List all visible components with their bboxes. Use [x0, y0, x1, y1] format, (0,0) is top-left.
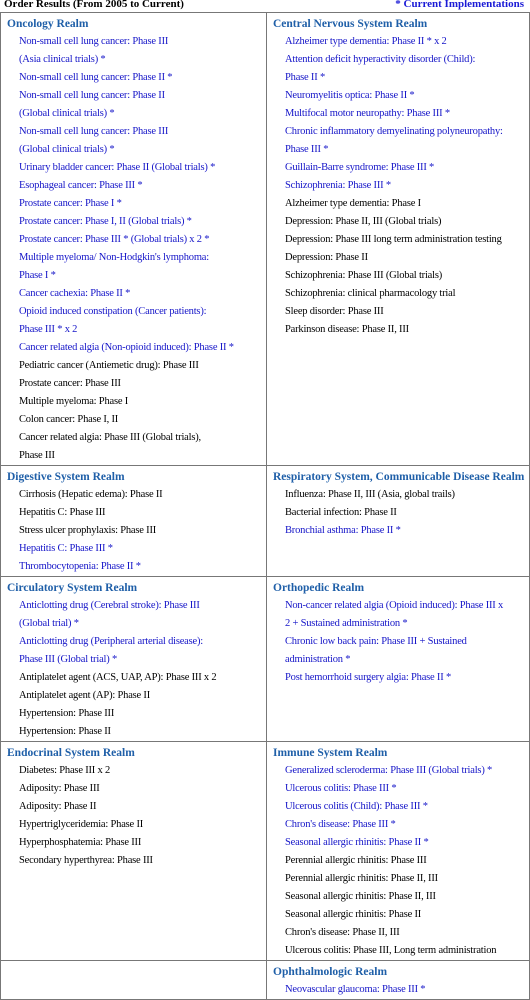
page-header [0, 0, 530, 12]
trial-entry: Multiple myeloma: Phase I [19, 396, 129, 407]
trial-entry: Ulcerous colitis (Child): Phase III * [285, 801, 428, 812]
trial-entry: Hepatitis C: Phase III [19, 507, 106, 518]
trial-entry: Antiplatelet agent (AP): Phase II [19, 690, 151, 701]
trial-entry: Ulcerous colitis: Phase III, Long term administration [285, 945, 497, 956]
realm-cell [267, 466, 530, 577]
trial-entry: Adiposity: Phase II [19, 801, 97, 812]
trial-entry: (Global clinical trials) * [19, 108, 115, 119]
trial-entry: Multifocal motor neuropathy: Phase III * [285, 108, 450, 119]
realm-heading: Endocrinal System Realm [7, 747, 135, 759]
trial-entry: Anticlotting drug (Peripheral arterial disease): [19, 636, 203, 647]
trial-entry: administration * [285, 654, 351, 665]
trial-entry: Sleep disorder: Phase III [285, 306, 384, 317]
trial-entry: Prostate cancer: Phase I, II (Global trials) * [19, 216, 192, 227]
trial-entry: Cancer related algia (Non-opioid induced): Phase II * [19, 342, 234, 353]
trial-entry: Non-small cell lung cancer: Phase III [19, 126, 169, 137]
realm-cell [267, 961, 530, 1000]
realm-heading: Orthopedic Realm [273, 582, 365, 594]
realm-heading: Central Nervous System Realm [273, 18, 428, 30]
trial-entry: Depression: Phase III long term administration testing [285, 234, 502, 245]
realm-row [1, 466, 530, 577]
trial-entry: Hepatitis C: Phase III * [19, 543, 113, 554]
trial-entry: Phase III [19, 450, 55, 461]
trial-entry: Hypertension: Phase III [19, 708, 115, 719]
trial-entry: Phase III * [285, 144, 329, 155]
trial-entry: Bacterial infection: Phase II [285, 507, 397, 518]
trial-entry: Seasonal allergic rhinitis: Phase II [285, 909, 422, 920]
trial-entry: Prostate cancer: Phase III [19, 378, 121, 389]
trial-entry: Esophageal cancer: Phase III * [19, 180, 143, 191]
realm-heading: Digestive System Realm [7, 471, 125, 483]
trial-entry: Perennial allergic rhinitis: Phase II, III [285, 873, 438, 884]
trial-entry: Hypertriglyceridemia: Phase II [19, 819, 144, 830]
realm-heading: Circulatory System Realm [7, 582, 138, 594]
trial-entry: Neuromyelitis optica: Phase II * [285, 90, 415, 101]
trial-entry: Alzheimer type dementia: Phase II * x 2 [285, 36, 447, 47]
trial-entry: Diabetes: Phase III x 2 [19, 765, 111, 776]
trial-entry: Seasonal allergic rhinitis: Phase II * [285, 837, 429, 848]
trial-entry: Guillain-Barre syndrome: Phase III * [285, 162, 435, 173]
page-title: Order Results (From 2005 to Current) [4, 0, 184, 10]
trial-entry: Non-small cell lung cancer: Phase II [19, 90, 165, 101]
trial-entry: Generalized scleroderma: Phase III (Global trials) * [285, 765, 493, 776]
trial-entry: Alzheimer type dementia: Phase I [285, 198, 421, 209]
trial-entry: Colon cancer: Phase I, II [19, 414, 119, 425]
trial-entry: Phase I * [19, 270, 56, 281]
realm-row [1, 961, 530, 1000]
trial-entry: Non-small cell lung cancer: Phase II * [19, 72, 173, 83]
realm-cell [267, 13, 530, 466]
trial-entry: Perennial allergic rhinitis: Phase III [285, 855, 427, 866]
trial-entry: Non-cancer related algia (Opioid induced): Phase III x [285, 600, 504, 611]
realm-heading: Ophthalmologic Realm [273, 966, 388, 978]
trial-entry: Thrombocytopenia: Phase II * [19, 561, 141, 572]
trial-entry: Stress ulcer prophylaxis: Phase III [19, 525, 157, 536]
trial-entry: Hypertension: Phase II [19, 726, 111, 737]
trial-entry: Multiple myeloma/ Non-Hodgkin's lymphoma: [19, 252, 209, 263]
trial-entry: Attention deficit hyperactivity disorder (Child): [285, 54, 476, 65]
trial-entry: Hyperphosphatemia: Phase III [19, 837, 142, 848]
trial-entry: 2 + Sustained administration * [285, 618, 408, 629]
current-implementations-note: * Current Implementations [395, 0, 524, 10]
order-results-table [0, 12, 530, 1000]
trial-entry: Prostate cancer: Phase I * [19, 198, 122, 209]
trial-entry: Neovascular glaucoma: Phase III * [285, 984, 426, 995]
trial-entry: Cirrhosis (Hepatic edema): Phase II [19, 489, 163, 500]
trial-entry: Secondary hyperthyrea: Phase III [19, 855, 153, 866]
trial-entry: Urinary bladder cancer: Phase II (Global trials) * [19, 162, 216, 173]
trial-entry: Phase III * x 2 [19, 324, 78, 335]
trial-entry: Anticlotting drug (Cerebral stroke): Phase III [19, 600, 200, 611]
trial-entry: Seasonal allergic rhinitis: Phase II, III [285, 891, 436, 902]
trial-entry: Parkinson disease: Phase II, III [285, 324, 409, 335]
trial-entry: Schizophrenia: Phase III (Global trials) [285, 270, 443, 281]
trial-entry: (Global trial) * [19, 618, 79, 629]
trial-entry: Adiposity: Phase III [19, 783, 100, 794]
trial-entry: Post hemorrhoid surgery algia: Phase II * [285, 672, 451, 683]
realm-cell [1, 466, 267, 577]
trial-entry: Antiplatelet agent (ACS, UAP, AP): Phase III x 2 [19, 672, 217, 683]
trial-entry: Depression: Phase II [285, 252, 368, 263]
trial-entry: Opioid induced constipation (Cancer patients): [19, 306, 207, 317]
trial-entry: Chron's disease: Phase III * [285, 819, 396, 830]
trial-entry: Schizophrenia: clinical pharmacology trial [285, 288, 456, 299]
trial-entry: Chronic inflammatory demyelinating polyneuropathy: [285, 126, 503, 137]
trial-entry: (Global clinical trials) * [19, 144, 115, 155]
trial-entry: Cancer related algia: Phase III (Global trials), [19, 432, 201, 443]
trial-entry: Chron's disease: Phase II, III [285, 927, 400, 938]
trial-entry: Chronic low back pain: Phase III + Sustained [285, 636, 467, 647]
trial-entry: Phase III (Global trial) * [19, 654, 118, 665]
trial-entry: Phase II * [285, 72, 325, 83]
realm-row [1, 13, 530, 466]
realm-row [1, 577, 530, 742]
realm-row [1, 742, 530, 961]
trial-entry: Influenza: Phase II, III (Asia, global trails) [285, 489, 455, 500]
realm-cell [267, 577, 530, 742]
trial-entry: Pediatric cancer (Antiemetic drug): Phase III [19, 360, 199, 371]
trial-entry: Depression: Phase II, III (Global trials) [285, 216, 442, 227]
realm-cell [1, 742, 267, 961]
realm-cell [1, 961, 267, 1000]
trial-entry: Schizophrenia: Phase III * [285, 180, 391, 191]
trial-entry: (Asia clinical trials) * [19, 54, 106, 65]
trial-entry: Cancer cachexia: Phase II * [19, 288, 131, 299]
realm-cell [1, 577, 267, 742]
realm-heading: Immune System Realm [273, 747, 388, 759]
trial-entry: Ulcerous colitis: Phase III * [285, 783, 397, 794]
trial-entry: Bronchial asthma: Phase II * [285, 525, 401, 536]
realm-cell [267, 742, 530, 961]
realm-heading: Oncology Realm [7, 18, 89, 30]
trial-entry: Prostate cancer: Phase III * (Global trials) x 2 * [19, 234, 210, 245]
trial-entry: Non-small cell lung cancer: Phase III [19, 36, 169, 47]
realm-cell [1, 13, 267, 466]
realm-heading: Respiratory System, Communicable Disease Realm [273, 471, 525, 483]
